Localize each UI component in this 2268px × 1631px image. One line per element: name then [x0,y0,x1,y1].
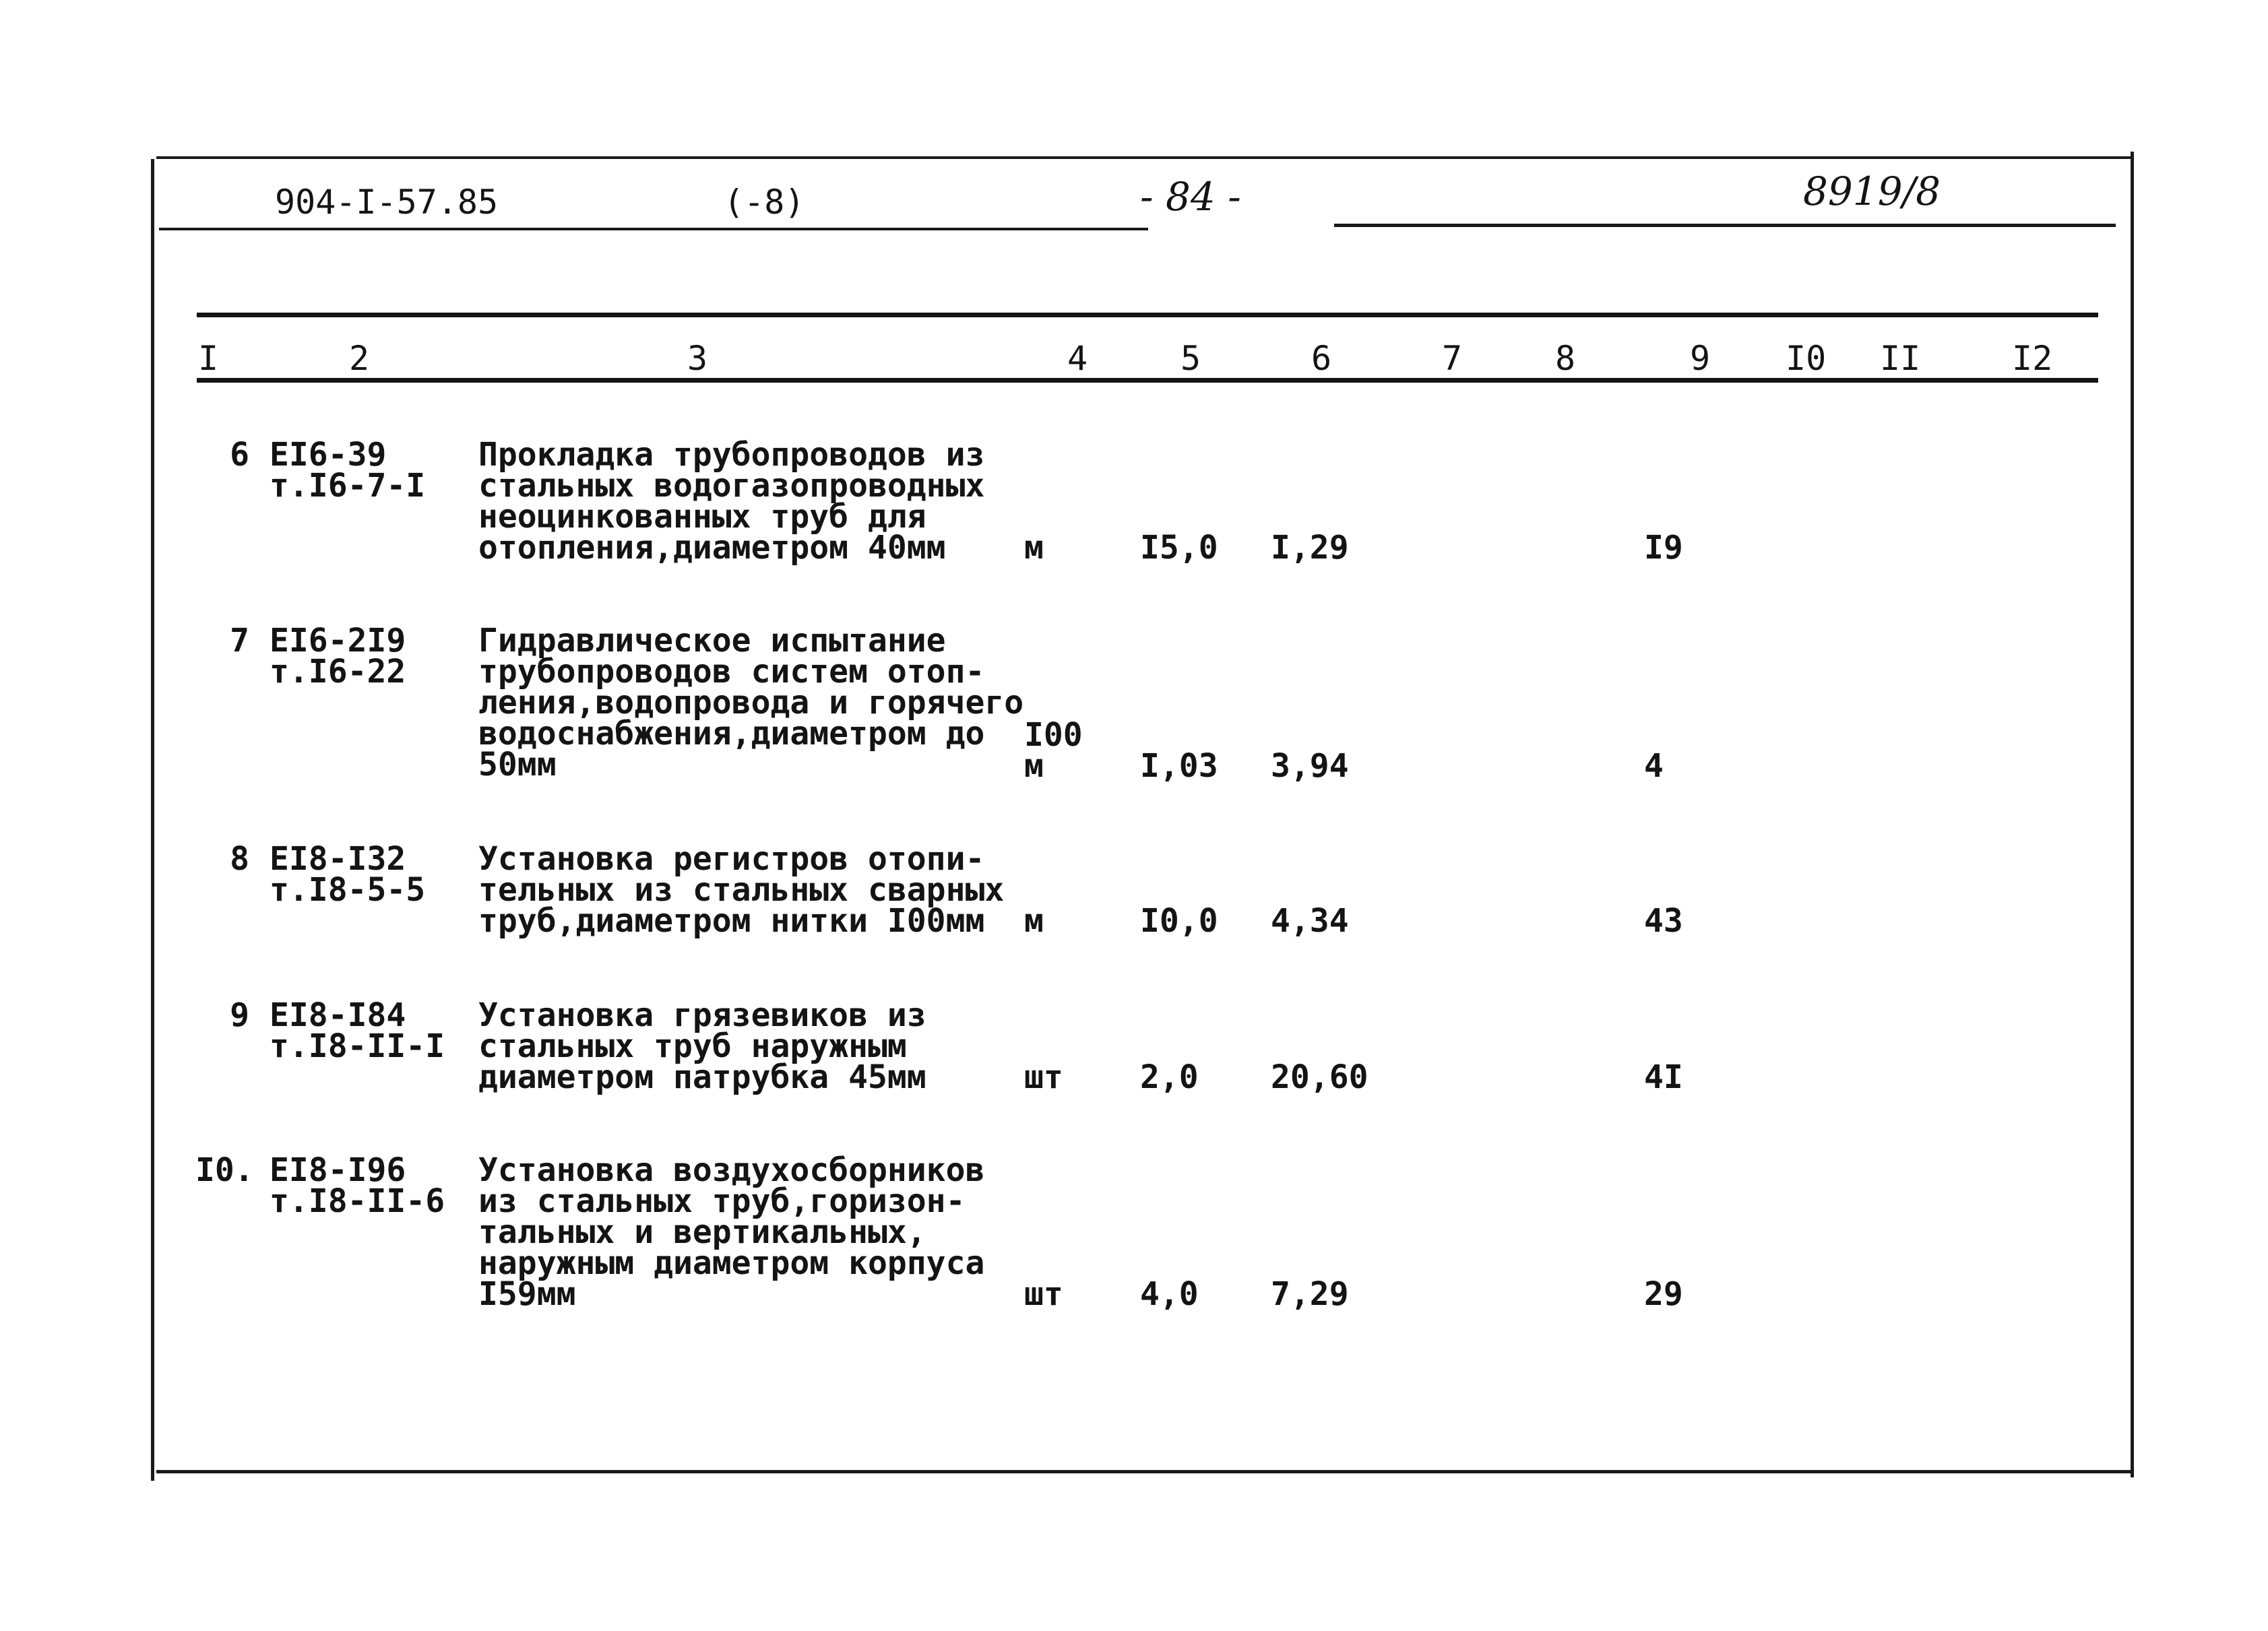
page-number: - 84 - [1140,174,1241,220]
quantity: 2,0 [1140,1058,1199,1096]
work-description: Установка грязевиков из стальных труб наружным диаметром патрубка 45мм [478,996,926,1096]
column-number-8: 8 [1555,339,1576,378]
unit: шт [1024,1058,1063,1096]
work-description: Установка регистров отопи- тельных из стальных сварных труб,диаметром нитки I00мм [478,840,1005,940]
frame-bottom-border [156,1470,2131,1473]
header-rule-right [1334,224,2116,227]
total-cost: 43 [1644,902,1683,940]
row-number: 9 [230,996,249,1034]
header-rule-left [159,228,1148,230]
column-number-6: 6 [1311,339,1332,378]
sheet-part: (-8) [724,183,805,222]
column-number-10: I0 [1786,339,1827,378]
row-number: 8 [230,840,249,878]
archive-stamp: 8919/8 [1803,168,1941,214]
rate-code: EI8-I96 т.I8-II-6 [270,1151,445,1220]
unit-price: I,29 [1271,529,1349,567]
frame-right-border [2131,152,2134,1477]
rate-code: EI6-2I9 т.I6-22 [270,622,406,691]
column-number-12: I2 [2012,339,2053,378]
rate-code: EI6-39 т.I6-7-I [270,436,426,505]
unit-price: 20,60 [1271,1058,1368,1096]
column-number-7: 7 [1442,339,1463,378]
total-cost: 4I [1644,1058,1683,1096]
frame-left-border [151,159,154,1481]
column-number-5: 5 [1180,339,1201,378]
rate-code: EI8-I84 т.I8-II-I [270,996,445,1065]
column-number-1: I [198,339,219,378]
column-number-9: 9 [1690,339,1711,378]
unit-price: 7,29 [1271,1275,1349,1313]
total-cost: 29 [1644,1275,1683,1313]
quantity: I0,0 [1140,902,1218,940]
table-top-rule [197,313,2098,317]
column-number-3: 3 [687,339,708,378]
work-description: Установка воздухосборников из стальных труб,горизон- тальных и вертикальных, наружным диаметром корпуса I59мм [478,1151,985,1313]
quantity: I5,0 [1140,529,1218,567]
unit: шт [1024,1275,1063,1313]
quantity: I,03 [1140,747,1218,785]
document-code: 904-I-57.85 [275,183,499,222]
row-number: 7 [230,622,249,660]
unit-price: 4,34 [1271,902,1349,940]
unit: м [1024,902,1044,940]
column-number-11: II [1880,339,1921,378]
column-number-4: 4 [1067,339,1088,378]
total-cost: I9 [1644,529,1683,567]
unit: м [1024,529,1044,567]
table-header-rule [197,378,2098,383]
column-number-2: 2 [349,339,370,378]
unit-price: 3,94 [1271,747,1349,785]
total-cost: 4 [1644,747,1664,785]
quantity: 4,0 [1140,1275,1199,1313]
unit: I00 м [1024,716,1083,785]
work-description: Прокладка трубопроводов из стальных водогазопроводных неоцинкованных труб для отопления,диаметром 40мм [478,436,985,567]
frame-top-border [156,156,2132,159]
row-number: 6 [230,436,249,474]
rate-code: EI8-I32 т.I8-5-5 [270,840,426,909]
row-number: I0. [195,1151,254,1189]
work-description: Гидравлическое испытание трубопроводов систем отоп- ления,водопровода и горячего водоснабжения,диаметром до 50мм [478,622,1024,783]
